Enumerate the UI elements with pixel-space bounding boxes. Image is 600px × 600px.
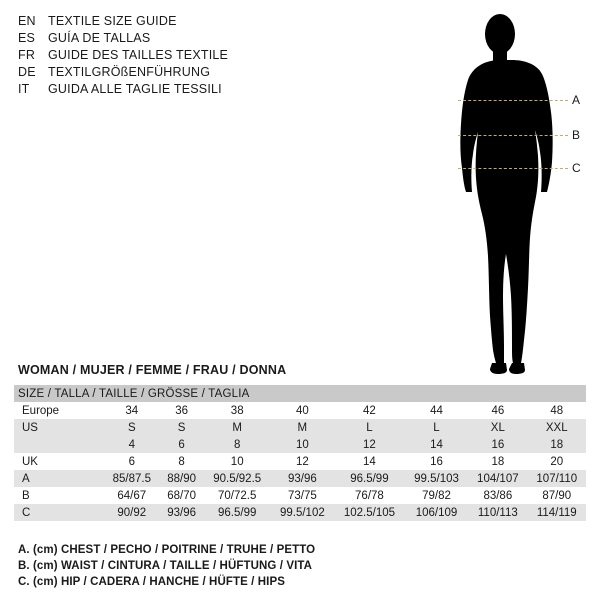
measure-label-c: C (572, 161, 581, 175)
table-cell: 99.5/102 (271, 504, 334, 521)
row-label: US (14, 419, 104, 436)
language-row (18, 14, 318, 31)
table-cell: M (204, 419, 271, 436)
row-label: B (14, 487, 104, 504)
table-cell: 64/67 (104, 487, 160, 504)
table-cell: 73/75 (271, 487, 334, 504)
language-code: FR (18, 48, 36, 62)
measure-line-c (458, 168, 568, 169)
table-cell: 90/92 (104, 504, 160, 521)
table-cell: 96.5/99 (334, 470, 405, 487)
table-cell: 88/90 (160, 470, 204, 487)
table-cell: 8 (160, 453, 204, 470)
table-row (14, 453, 586, 470)
measure-line-a (458, 100, 568, 101)
table-cell: 110/113 (468, 504, 527, 521)
table-cell: 14 (334, 453, 405, 470)
table-cell: 87/90 (528, 487, 586, 504)
table-cell: S (104, 419, 160, 436)
table-cell: 83/86 (468, 487, 527, 504)
table-cell: 4 (104, 436, 160, 453)
language-text: TEXTILGRÖßENFÜHRUNG (48, 65, 211, 79)
table-cell: XL (468, 419, 527, 436)
table-cell: 70/72.5 (204, 487, 271, 504)
language-text: GUIDA ALLE TAGLIE TESSILI (48, 82, 222, 96)
language-list (18, 14, 318, 99)
table-cell: 102.5/105 (334, 504, 405, 521)
language-code: IT (18, 82, 30, 96)
language-code: ES (18, 31, 36, 45)
table-cell: 85/87.5 (104, 470, 160, 487)
table-cell: 12 (334, 436, 405, 453)
table-cell: 46 (468, 402, 527, 419)
table-cell: 6 (160, 436, 204, 453)
table-header-row (14, 385, 586, 402)
table-row (14, 419, 586, 436)
table-cell: 10 (271, 436, 334, 453)
measure-line-b (458, 135, 568, 136)
table-cell: M (271, 419, 334, 436)
language-row (18, 65, 318, 82)
row-label: Europe (14, 402, 104, 419)
table-row (14, 470, 586, 487)
female-silhouette-icon (400, 8, 595, 378)
language-row (18, 31, 318, 48)
language-text: TEXTILE SIZE GUIDE (48, 14, 177, 28)
table-cell: 18 (468, 453, 527, 470)
table-cell: 16 (405, 453, 468, 470)
table-row (14, 487, 586, 504)
table-cell: 93/96 (271, 470, 334, 487)
measure-label-b: B (572, 128, 581, 142)
table-cell: L (405, 419, 468, 436)
language-row (18, 48, 318, 65)
table-row (14, 402, 586, 419)
row-label: A (14, 470, 104, 487)
table-cell: 38 (204, 402, 271, 419)
language-row (18, 82, 318, 99)
measure-label-a: A (572, 93, 581, 107)
table-cell: 12 (271, 453, 334, 470)
row-label (14, 436, 104, 453)
table-cell: 48 (528, 402, 586, 419)
table-cell: 10 (204, 453, 271, 470)
language-text: GUIDE DES TAILLES TEXTILE (48, 48, 229, 62)
language-text: GUÍA DE TALLAS (48, 31, 151, 45)
legend-line-c: C. (cm) HIP / CADERA / HANCHE / HÜFTE / HIPS (18, 576, 286, 588)
table-cell: 42 (334, 402, 405, 419)
section-title: WOMAN / MUJER / FEMME / FRAU / DONNA (18, 363, 287, 377)
table-cell: 20 (528, 453, 586, 470)
body-figure (400, 8, 595, 378)
table-cell: 106/109 (405, 504, 468, 521)
table-cell: 36 (160, 402, 204, 419)
row-label: UK (14, 453, 104, 470)
table-cell: 107/110 (528, 470, 586, 487)
language-code: EN (18, 14, 36, 28)
table-cell: 14 (405, 436, 468, 453)
table-cell: 76/78 (334, 487, 405, 504)
table-cell: 40 (271, 402, 334, 419)
row-label: C (14, 504, 104, 521)
table-cell: S (160, 419, 204, 436)
language-code: DE (18, 65, 36, 79)
measurement-legend (18, 542, 578, 590)
table-cell: 104/107 (468, 470, 527, 487)
table-cell: 96.5/99 (204, 504, 271, 521)
table-row (14, 436, 586, 453)
table-cell: 44 (405, 402, 468, 419)
table-row (14, 504, 586, 521)
table-cell: 114/119 (528, 504, 586, 521)
table-header-label: SIZE / TALLA / TAILLE / GRÖSSE / TAGLIA (14, 385, 586, 402)
table-cell: XXL (528, 419, 586, 436)
table-cell: 99.5/103 (405, 470, 468, 487)
table-cell: L (334, 419, 405, 436)
legend-line-a: A. (cm) CHEST / PECHO / POITRINE / TRUHE / PETTO (18, 544, 316, 556)
table-cell: 34 (104, 402, 160, 419)
table-cell: 93/96 (160, 504, 204, 521)
table-cell: 90.5/92.5 (204, 470, 271, 487)
table-cell: 6 (104, 453, 160, 470)
size-table (14, 385, 586, 521)
table-cell: 8 (204, 436, 271, 453)
table-cell: 16 (468, 436, 527, 453)
table-cell: 68/70 (160, 487, 204, 504)
table-cell: 79/82 (405, 487, 468, 504)
legend-line-b: B. (cm) WAIST / CINTURA / TAILLE / HÜFTUNG / VITA (18, 560, 313, 572)
table-cell: 18 (528, 436, 586, 453)
